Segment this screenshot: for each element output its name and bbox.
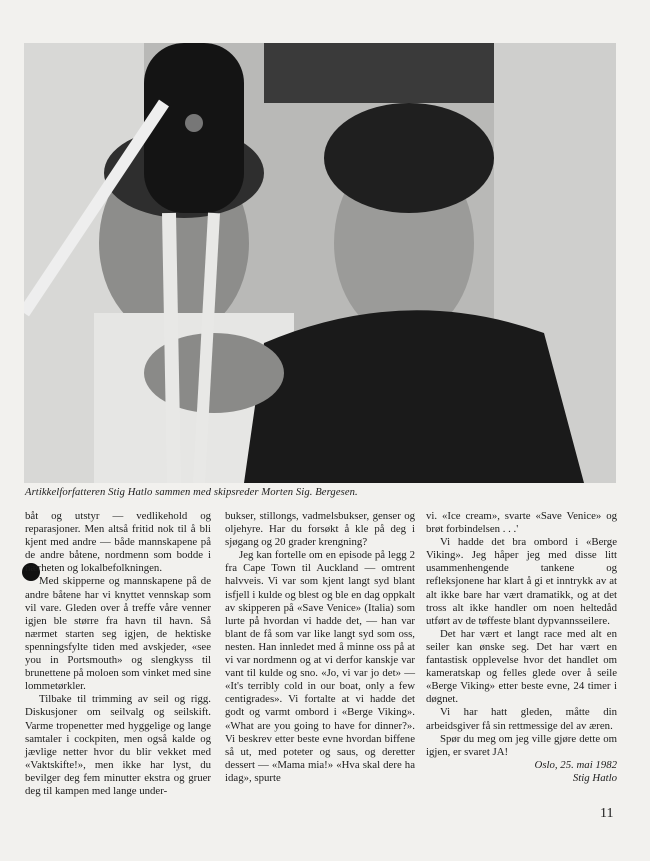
place-date: Oslo, 25. mai 1982 [534, 758, 617, 771]
photo-two-men-sailing-icon [24, 43, 616, 483]
paragraph: båt og utstyr — vedlikehold og reparasjoner. Men altså fritid nok til å bli kjent med andre — både mannskapene på de andre båtene, nordmenn som bodde i nærheten og lokalbefolkningen. [25, 510, 211, 575]
photo-caption: Artikkelforfatteren Stig Hatlo sammen med skipsreder Morten Sig. Bergesen. [25, 487, 358, 498]
paragraph: Med skipperne og mannskapene på de andre båtene har vi knyttet vennskap som vil vare. Gleden over å treffe våre venner igjen ble større fra havn til havn. Så nærmet starten seg igjen, de hektiske spenningsfylte tiden med avskjeder, «see you in Portsmouth» og slengkyss til brunettene på moloen som vinket med sine lommetørkler. [25, 575, 211, 693]
paragraph: vi. «Ice cream», svarte «Save Venice» og brøt forbindelsen . . .' [426, 510, 617, 536]
article-column-1 [25, 510, 211, 798]
page-number: 11 [600, 806, 614, 821]
paragraph: Jeg kan fortelle om en episode på legg 2 fra Cape Town til Auckland — omtrent halvveis. Vi var som kjent langt syd blant isfjell i kulde og blest og ble en dag oppkalt av skipperen på «Save Venice» (Italia) som lurte på hvordan vi hadde det, — han var blant de få som var like langt syd som oss, nesten. Han innledet med å minne oss på at vi var nordmenn og at vi derfor kanskje var vant til kulde og sno. «Jo, vi var jo det» — «It's terribly cold in our boat, only a few centigrades». Vi fortalte at vi hadde det godt og varmt ombord i «Berge Viking». «What are you going to have for dinner?». Vi beskrev etter beste evne hvordan biffene så ut, med poteter og saus, og deretter dessert — «Mama mia!» «Hva skal dere ha idag», spurte [225, 549, 415, 784]
paragraph: Spør du meg om jeg ville gjøre dette om igjen, er svaret JA! [426, 732, 617, 758]
author-signature: Stig Hatlo [572, 771, 617, 784]
paragraph: Vi hadde det bra ombord i «Berge Viking». Jeg håper jeg med disse litt usammenhengende tankene og refleksjonene har klart å gi et inntrykk av at alt ikke bare har vært dramatikk, og at det tross alt ikke handler om noen heltedåd utført av de tøffeste blant dypvannsseilere. [426, 536, 617, 627]
article-column-2 [225, 510, 415, 785]
paragraph: Vi har hatt gleden, måtte din arbeidsgiver få sin rettmessige del av æren. [426, 706, 617, 732]
article-column-3 [426, 510, 617, 785]
paragraph: Tilbake til trimming av seil og rigg. Diskusjoner om seilvalg og seilskift. Varme tropenetter med hyggelige og lange samtaler i cockpiten, men også kalde og jævlige netter hvor du blir vekket med «Vaktskifte!», men ikke har lyst, du bevilger deg fem minutter ekstra og gruer deg til kampen med lange under- [25, 693, 211, 797]
article-photo [24, 43, 616, 483]
paragraph: Det har vært et langt race med alt en seiler kan ønske seg. Det har vært en fantastisk opplevelse hvor det handlet om kameratskap og felles glede over å seile «Berge Viking» etter beste evne, 24 timer i døgnet. [426, 627, 617, 706]
paragraph: bukser, stillongs, vadmelsbukser, genser og oljehyre. Har du forsøkt å kle på deg i sjøgang og 20 grader krengning? [225, 510, 415, 549]
